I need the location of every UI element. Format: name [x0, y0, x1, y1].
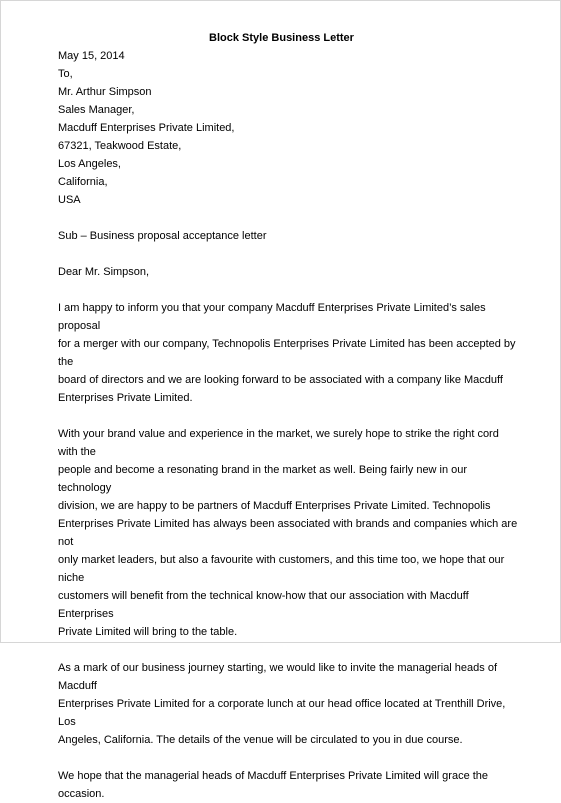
letter-title: Block Style Business Letter	[209, 32, 354, 44]
recipient-state: California,	[58, 176, 108, 188]
letter-paragraph: I am happy to inform you that your company Macduff Enterprises Private Limited’s sales proposal for a merger with our company, Technopolis Enterprises Private Limited has been accepted by the board of directors and we are looking forward to be associated with a company like Macduff Enterprises Private Limited.	[58, 302, 516, 404]
recipient-title: Sales Manager,	[58, 104, 135, 116]
letter-paragraph: As a mark of our business journey starting, we would like to invite the managerial heads of Macduff Enterprises Private Limited for a corporate lunch at our head office located at Trenthill Drive, Los Angeles, California. The details of the venue will be circulated to you in due course.	[58, 662, 506, 746]
letter-to: To,	[58, 68, 73, 80]
letter-date: May 15, 2014	[58, 50, 125, 62]
letter-body	[58, 47, 520, 803]
letter-subject: Sub – Business proposal acceptance letter	[58, 230, 267, 242]
recipient-street: 67321, Teakwood Estate,	[58, 140, 182, 152]
letter-paragraph: We hope that the managerial heads of Macduff Enterprises Private Limited will grace the occasion.	[58, 770, 489, 800]
letter-paragraph: With your brand value and experience in the market, we surely hope to strike the right cord with the people and become a resonating brand in the market as well. Being fairly new in our technology division, we are happy to be partners of Macduff Enterprises Private Limited. Technopolis Enterprises Private Limited has always been associated with brands and companies which are not only market leaders, but also a favourite with customers, and this time too, we hope that our niche customers will benefit from the technical know-how that our association with Macduff Enterprises Private Limited will bring to the table.	[58, 428, 518, 638]
recipient-country: USA	[58, 194, 81, 206]
recipient-name: Mr. Arthur Simpson	[58, 86, 152, 98]
recipient-address	[58, 83, 520, 209]
recipient-company: Macduff Enterprises Private Limited,	[58, 122, 235, 134]
recipient-city: Los Angeles,	[58, 158, 121, 170]
letter-salutation: Dear Mr. Simpson,	[58, 266, 150, 278]
